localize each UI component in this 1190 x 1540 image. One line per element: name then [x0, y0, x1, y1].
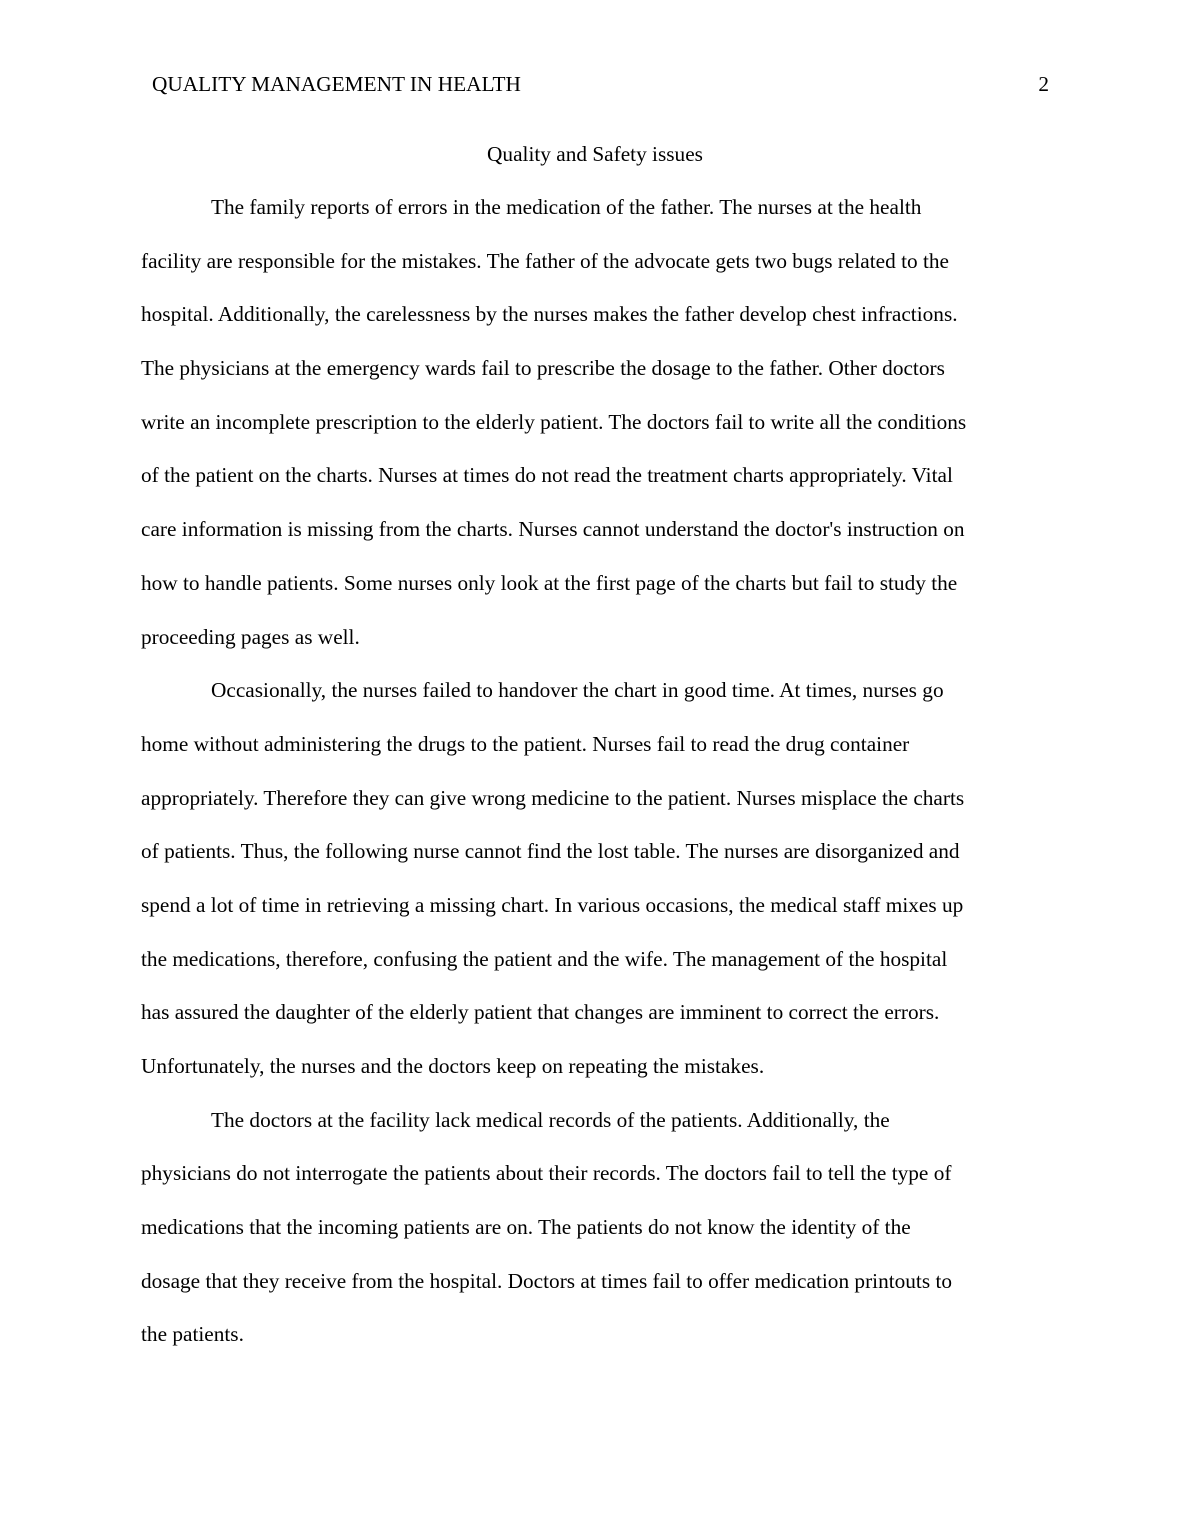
paragraph [141, 195, 1053, 678]
running-head: QUALITY MANAGEMENT IN HEALTH [152, 72, 521, 96]
text-line: the patients. [141, 1322, 244, 1347]
text-line: home without administering the drugs to the patient. Nurses fail to read the drug container [141, 731, 910, 756]
text-line: facility are responsible for the mistakes. The father of the advocate gets two bugs related to the [141, 248, 950, 273]
section-title: Quality and Safety issues [487, 142, 703, 166]
text-line: of patients. Thus, the following nurse cannot find the lost table. The nurses are disorganized and [141, 839, 960, 864]
text-line: The family reports of errors in the medication of the father. The nurses at the health [211, 195, 922, 219]
text-line: The doctors at the facility lack medical records of the patients. Additionally, the [211, 1107, 890, 1132]
text-line: of the patient on the charts. Nurses at times do not read the treatment charts appropriately. Vital [141, 463, 953, 488]
text-line: physicians do not interrogate the patients about their records. The doctors fail to tell the type of [141, 1161, 952, 1186]
text-line: the medications, therefore, confusing the patient and the wife. The management of the hospital [141, 946, 948, 971]
paragraph [141, 678, 1053, 1108]
text-line: how to handle patients. Some nurses only look at the first page of the charts but fail to study the [141, 570, 958, 595]
document-body [141, 195, 1053, 1376]
text-line: appropriately. Therefore they can give wrong medicine to the patient. Nurses misplace the charts [141, 785, 965, 810]
text-line: proceeding pages as well. [141, 624, 360, 649]
text-line: Occasionally, the nurses failed to handover the chart in good time. At times, nurses go [211, 678, 944, 703]
text-line: has assured the daughter of the elderly patient that changes are imminent to correct the errors. [141, 1000, 940, 1025]
paragraph [141, 1108, 1053, 1376]
page-number: 2 [1038, 72, 1049, 96]
text-line: spend a lot of time in retrieving a missing chart. In various occasions, the medical staff mixes up [141, 892, 964, 917]
text-line: medications that the incoming patients are on. The patients do not know the identity of the [141, 1215, 911, 1240]
text-line: write an incomplete prescription to the elderly patient. The doctors fail to write all the conditions [141, 409, 967, 434]
page-header [152, 72, 1049, 97]
text-line: dosage that they receive from the hospital. Doctors at times fail to offer medication printouts to [141, 1268, 953, 1293]
text-line: The physicians at the emergency wards fail to prescribe the dosage to the father. Other doctors [141, 356, 945, 381]
text-line: hospital. Additionally, the carelessness by the nurses makes the father develop chest infractions. [141, 302, 958, 327]
text-line: care information is missing from the charts. Nurses cannot understand the doctor's instruction on [141, 517, 965, 542]
text-line: Unfortunately, the nurses and the doctors keep on repeating the mistakes. [141, 1054, 765, 1078]
